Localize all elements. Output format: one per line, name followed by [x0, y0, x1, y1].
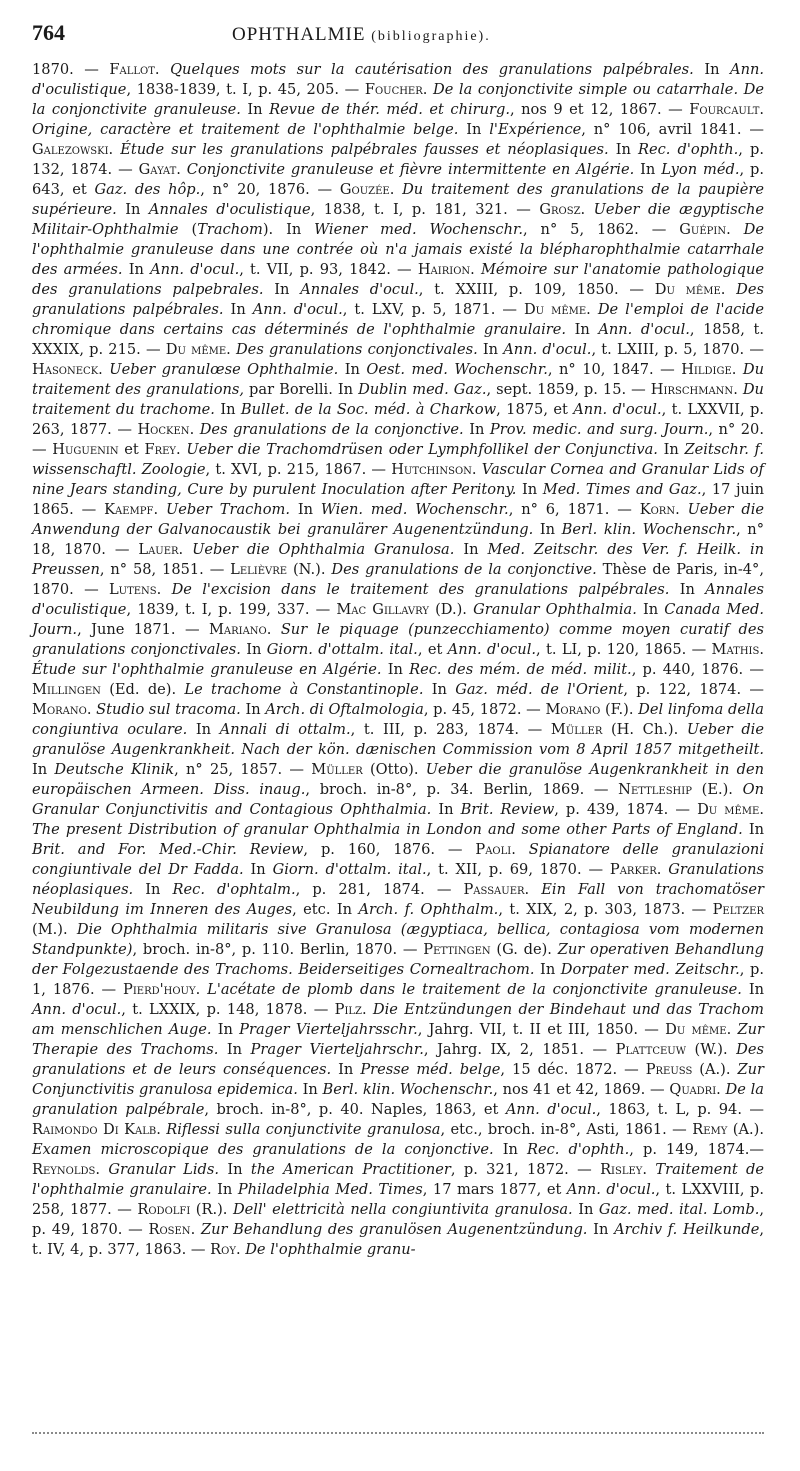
author-name: Mac Gillavry: [336, 601, 429, 618]
author-name: Hocken: [137, 421, 190, 438]
author-name: Preuss: [645, 1061, 693, 1078]
citation-title: De l'ophthalmie granuleuse dans une contrée où n'a jamais existé la blépharophthalmie catarrhale des armées.: [32, 221, 764, 278]
citation-title: Rec. d'ophth.: [526, 1141, 630, 1158]
citation-title: Berl. klin. Wochenschr.: [561, 521, 737, 538]
author-name: Mariano: [208, 621, 267, 638]
citation-title: De l'emploi de l'acide chromique dans certains cas déterminés de l'ophthalmie granulaire.: [32, 301, 764, 338]
author-name: Millingen: [32, 681, 101, 698]
citation-title: Annales d'oculistique: [148, 201, 311, 218]
citation-title: Canada Med. Journ.: [32, 601, 764, 638]
author-name: Foucher: [364, 81, 423, 98]
citation-title: On Granular Conjunctivitis and Contagious Ophthalmia.: [32, 781, 764, 818]
author-name: Guépin: [679, 221, 727, 238]
citation-title: Giorn. d'ottalm. ital.: [272, 861, 427, 878]
citation-title: Ein Fall von trachomatöser Neubildung im Inneren des Auges: [32, 881, 764, 918]
citation-title: Des granulations de la conjonctive.: [199, 421, 464, 438]
citation-title: l'Expérience: [489, 121, 582, 138]
citation-title: Annales d'ocul.: [300, 281, 419, 298]
author-name: Pierd'houy: [123, 981, 196, 998]
citation-title: Prov. medic. and surg. Journ.: [489, 421, 709, 438]
author-name: Roy: [210, 1241, 236, 1258]
author-name: Hasoneck: [32, 361, 99, 378]
citation-title: Die Entzündungen der Bindehaut und das Trachom am menschlichen Auge.: [32, 1001, 764, 1038]
citation-title: Ann. d'ocul.: [32, 1001, 122, 1018]
citation-title: Le trachome à Constantinople.: [184, 681, 424, 698]
footer-dotted-rule: [32, 1432, 764, 1434]
author-name: Grosz: [539, 201, 581, 218]
citation-title: L'acétate de plomb dans le traitement de la conjonctivite granuleuse.: [207, 981, 742, 998]
citation-title: Gaz. méd. de l'Orient: [455, 681, 624, 698]
citation-title: Annali di ottalm.: [219, 721, 351, 738]
citation-title: Med. Zeitschr. des Ver. f. Heilk. in Preussen: [32, 541, 765, 578]
author-name: Pilz: [334, 1001, 362, 1018]
citation-title: Rec. d'ophth.: [637, 141, 739, 158]
citation-title: Gaz. des hôp.: [94, 181, 201, 198]
citation-title: Vascular Cornea and Granular Lids of nine Jears standing, Cure by purulent Inoculation after Peritony.: [32, 461, 764, 498]
citation-title: Ueber granulœse Ophthalmie.: [109, 361, 339, 378]
citation-title: Bullet. de la Soc. méd. à Charkow: [240, 401, 497, 418]
author-name: Nettleship: [618, 781, 692, 798]
citation-title: Du traitement des granulations,: [32, 361, 765, 398]
author-name: Reynolds: [32, 1161, 96, 1178]
citation-title: Ueber die granulöse Augenkrankheit in den europäischen Armeen. Diss. inaug.: [32, 761, 764, 798]
citation-title: Ueber die ægyptische Militair-Ophthalmie: [32, 201, 764, 238]
citation-title: The present Distribution of granular Ophthalmia in London and some other Parts of England.: [32, 821, 743, 838]
citation-title: Spianatore delle granulazioni congiuntivale del Dr Fadda.: [32, 841, 764, 878]
citation-title: Arch. di Oftalmologia: [265, 701, 424, 718]
citation-title: Ueber die granulöse Augenkrankheit. Nach der kön. dænischen Commission vom 8 April 1857 mitgetheilt.: [32, 721, 764, 758]
citation-title: Traitement de l'ophthalmie granulaire.: [32, 1161, 765, 1198]
page-number: 764: [32, 20, 65, 45]
citation-title: Ueber Trachom.: [165, 501, 290, 518]
author-name: Peltzer: [712, 901, 764, 918]
author-name: Lauer: [138, 541, 179, 558]
citation-title: Quelques mots sur la cautérisation des granulations palpébrales.: [170, 61, 694, 78]
author-name: Passauer: [463, 881, 525, 898]
citation-title: Granular Ophthalmia.: [473, 601, 637, 618]
citation-title: Ann. d'oculistique: [32, 61, 765, 98]
citation-title: Brit. and For. Med.-Chir. Review: [32, 841, 304, 858]
citation-title: Des granulations de la conjonctive.: [331, 561, 597, 578]
running-head: [232, 24, 491, 46]
author-name: Parker: [609, 861, 657, 878]
citation-title: Dell' elettricità nella congiuntivita granulosa.: [232, 1201, 573, 1218]
author-name: Remy: [692, 1121, 728, 1138]
citation-title: Die Ophthalmia militaris sive Granulosa (ægyptiaca, bellica, contagiosa vom modernen Standpunkte): [32, 921, 764, 958]
citation-title: Des granulations et de leurs conséquences.: [32, 1041, 764, 1078]
author-name: Gouzée: [339, 181, 390, 198]
author-name: Kaempf: [104, 501, 154, 518]
citation-title: Ueber die Trachomdrüsen oder Lymphfollikel der Conjunctiva.: [186, 441, 658, 458]
citation-title: Med. Times and Gaz.: [542, 481, 702, 498]
author-name: Paoli: [475, 841, 512, 858]
citation-title: Presse méd. belge: [360, 1061, 501, 1078]
page-header: [32, 20, 764, 60]
author-name: Du même: [165, 341, 227, 358]
author-name: Rodolfi: [137, 1201, 191, 1218]
citation-title: Ueber die Ophthalmia Granulosa.: [192, 541, 455, 558]
citation-title: Ann. d'ocul.: [566, 1181, 656, 1198]
author-name: Lelièvre: [230, 561, 288, 578]
citation-title: the American Practitioner: [250, 1161, 451, 1178]
citation-title: Granular Lids.: [108, 1161, 219, 1178]
citation-title: Conjonctivite granuleuse et fièvre intermittente en Algérie.: [186, 161, 635, 178]
author-name: Plattceuw: [615, 1041, 686, 1058]
citation-title: Zeitschr. f. wissenschaftl. Zoologie: [32, 441, 765, 478]
bibliography-text: 1870. — Fallot. Quelques mots sur la cautérisation des granulations palpébrales. In Ann. d'oculistique, 1838-1839, t. I, p. 45, 205. — Foucher. De la conjonctivite simple ou catarrhale. De la conjonctivite granuleuse. In Revue de thér. méd. et chirurg., nos 9 et 12, 1867. — Fourcault. Origine, caractère et traitement de l'ophthalmie belge. In l'Expérience, n° 106, avril 1841. — Galezowski. Étude sur les granulations palpébrales fausses et néoplasiques. In Rec. d'ophth., p. 132, 1874. — Gayat. Conjonctivite granuleuse et fièvre intermittente en Algérie. In Lyon méd., p. 643, et Gaz. des hôp., n° 20, 1876. — Gouzée. Du traitement des granulations de la paupière supérieure. In Annales d'oculistique, 1838, t. I, p. 181, 321. — Grosz. Ueber die ægyptische Militair-Ophthalmie (Trachom). In Wiener med. Wochenschr., n° 5, 1862. — Guépin. De l'ophthalmie granuleuse dans une contrée où n'a jamais existé la blépharophthalmie catarrhale des armées. In Ann. d'ocul., t. VII, p. 93, 1842. — Hairion. Mémoire sur l'anatomie pathologique des granulations palpebrales. In Annales d'ocul., t. XXIII, p. 109, 1850. — Du même. Des granulations palpébrales. In Ann. d'ocul., t. LXV, p. 5, 1871. — Du même. De l'emploi de l'acide chromique dans certains cas déterminés de l'ophthalmie granulaire. In Ann. d'ocul., 1858, t. XXXIX, p. 215. — Du même. Des granulations conjonctivales. In Ann. d'ocul., t. LXIII, p. 5, 1870. — Hasoneck. Ueber granulœse Ophthalmie. In Oest. med. Wochenschr., n° 10, 1847. — Hildige. Du traitement des granulations, par Borelli. In Dublin med. Gaz., sept. 1859, p. 15. — Hirschmann. Du traitement du trachome. In Bullet. de la Soc. méd. à Charkow, 1875, et Ann. d'ocul., t. LXXVII, p. 263, 1877. — Hocken. Des granulations de la conjonctive. In Prov. medic. and surg. Journ., n° 20.— Huguenin et Frey. Ueber die Trachomdrüsen oder Lymphfollikel der Conjunctiva. In Zeitschr. f. wissenschaftl. Zoologie, t. XVI, p. 215, 1867. — Hutchinson. Vascular Cornea and Granular Lids of nine Jears standing, Cure by purulent Inoculation after Peritony. In Med. Times and Gaz., 17 juin 1865. — Kaempf. Ueber Trachom. In Wien. med. Wochenschr., n° 6, 1871. — Korn. Ueber die Anwendung der Galvanocaustik bei granulärer Augenentzündung. In Berl. klin. Wochenschr., n° 18, 1870. — Lauer. Ueber die Ophthalmia Granulosa. In Med. Zeitschr. des Ver. f. Heilk. in Preussen, n° 58, 1851. — Lelièvre (N.). Des granulations de la conjonctive. Thèse de Paris, in-4°, 1870. — Lutens. De l'excision dans le traitement des granulations palpébrales. In Annales d'oculistique, 1839, t. I, p. 199, 337. — Mac Gillavry (D.). Granular Ophthalmia. In Canada Med. Journ., June 1871. — Mariano. Sur le piquage (punzecchiamento) comme moyen curatif des granulations conjonctivales. In Giorn. d'ottalm. ital., et Ann. d'ocul., t. LI, p. 120, 1865. — Mathis. Étude sur l'ophthalmie granuleuse en Algérie. In Rec. des mém. de méd. milit., p. 440, 1876. — Millingen (Ed. de). Le trachome à Constantinople. In Gaz. méd. de l'Orient, p. 122, 1874. — Morano. Studio sul tracoma. In Arch. di Oftalmologia, p. 45, 1872. — Morano (F.). Del linfoma della congiuntiva oculare. In Annali di ottalm., t. III, p. 283, 1874. — Müller (H. Ch.). Ueber die granulöse Augenkrankheit. Nach der kön. dænischen Commission vom 8 April 1857 mitgetheilt. In Deutsche Klinik, n° 25, 1857. — Müller (Otto). Ueber die granulöse Augenkrankheit in den europäischen Armeen. Diss. inaug., broch. in-8°, p. 34. Berlin, 1869. — Nettleship (E.). On Granular Conjunctivitis and Contagious Ophthalmia. In Brit. Review, p. 439, 1874. — Du même. The present Distribution of granular Ophthalmia in London and some other Parts of England. In Brit. and For. Med.-Chir. Review, p. 160, 1876. — Paoli. Spianatore delle granulazioni congiuntivale del Dr Fadda. In Giorn. d'ottalm. ital., t. XII, p. 69, 1870. — Parker. Granulations néoplasiques. In Rec. d'ophtalm., p. 281, 1874. — Passauer. Ein Fall von trachomatöser Neubildung im Inneren des Auges, etc. In Arch. f. Ophthalm., t. XIX, 2, p. 303, 1873. — Peltzer (M.). Die Ophthalmia militaris sive Granulosa (ægyptiaca, bellica, contagiosa vom modernen Standpunkte), broch. in-8°, p. 110. Berlin, 1870. — Pettingen (G. de). Zur operativen Behandlung der Folgezustaende des Trachoms. Beiderseitiges Cornealtrachom. In Dorpater med. Zeitschr., p. 1, 1876. — Pierd'houy. L'acétate de plomb dans le traitement de la conjonctivite granuleuse. In Ann. d'ocul., t. LXXIX, p. 148, 1878. — Pilz. Die Entzündungen der Bindehaut und das Trachom am menschlichen Auge. In Prager Vierteljahrsschr., Jahrg. VII, t. II et III, 1850. — Du même. Zur Therapie des Trachoms. In Prager Vierteljahrschr., Jahrg. IX, 2, 1851. — Plattceuw (W.). Des granulations et de leurs conséquences. In Presse méd. belge, 15 déc. 1872. — Preuss (A.). Zur Conjunctivitis granulosa epidemica. In Berl. klin. Wochenschr., nos 41 et 42, 1869. — Quadri. De la granulation palpébrale, broch. in-8°, p. 40. Naples, 1863, et Ann. d'ocul., 1863, t. L, p. 94. — Raimondo Di Kalb. Riflessi sulla conjunctivite granulosa, etc., broch. in-8°, Asti, 1861. — Remy (A.). Examen microscopique des granulations de la conjonctive. In Rec. d'ophth., p. 149, 1874.— Reynolds. Granular Lids. In the American Practitioner, p. 321, 1872. — Risley. Traitement de l'ophthalmie granulaire. In Philadelphia Med. Times, 17 mars 1877, et Ann. d'ocul., t. LXXVIII, p. 258, 1877. — Rodolfi (R.). Dell' elettricità nella congiuntivita granulosa. In Gaz. med. ital. Lomb., p. 49, 1870. — Rosen. Zur Behandlung des granulösen Augenentzündung. In Archiv f. Heilkunde, t. IV, 4, p. 377, 1863. — Roy. De l'ophthalmie granu-: [32, 61, 765, 1258]
author-name: Frey: [144, 441, 176, 458]
citation-title: Dublin med. Gaz.: [358, 381, 487, 398]
citation-title: Oest. med. Wochenschr.: [366, 361, 548, 378]
author-name: Huguenin: [52, 441, 119, 458]
citation-title: Du traitement des granulations de la paupière supérieure.: [32, 181, 764, 218]
author-name: Lutens: [108, 581, 157, 598]
citation-title: Examen microscopique des granulations de la conjonctive.: [32, 1141, 494, 1158]
author-name: Risley: [600, 1161, 643, 1178]
citation-title: Mémoire sur l'anatomie pathologique des granulations palpebrales.: [32, 261, 765, 298]
citation-title: Prager Vierteljahrschr.: [250, 1041, 424, 1058]
author-name: Hairion: [417, 261, 471, 278]
author-name: Gayat: [138, 161, 177, 178]
running-head-title: OPHTHALMIE: [232, 24, 366, 45]
citation-title: Brit. Review: [460, 801, 555, 818]
citation-title: Wien. med. Wochenschr.: [320, 501, 509, 518]
citation-title: Wiener med. Wochenschr.: [314, 221, 523, 238]
author-name: Korn: [639, 501, 676, 518]
citation-title: Annales d'oculistique: [32, 581, 764, 618]
citation-title: Ann. d'ocul.: [150, 261, 240, 278]
author-name: Du même: [654, 281, 721, 298]
citation-title: Ann. d'ocul.: [252, 301, 343, 318]
author-name: Hutchinson: [391, 461, 472, 478]
citation-title: De la granulation palpébrale: [32, 1081, 764, 1118]
citation-title: Del linfoma della congiuntiva oculare.: [32, 701, 764, 738]
citation-title: Étude sur les granulations palpébrales fausses et néoplasiques.: [120, 141, 609, 158]
citation-title: Ann. d'ocul.: [505, 1101, 597, 1118]
citation-title: Archiv f. Heilkunde: [614, 1221, 760, 1238]
citation-title: Ueber die Anwendung der Galvanocaustik bei granulärer Augenentzündung.: [32, 501, 765, 538]
author-name: Galezowski: [32, 141, 109, 158]
citation-title: Ann. d'ocul.: [598, 321, 690, 338]
citation-title: Zur operativen Behandlung der Folgezustaende des Trachoms. Beiderseitiges Cornealtrachom.: [32, 941, 765, 978]
author-name: Morano: [545, 701, 601, 718]
running-head-subtitle: (bibliographie).: [371, 29, 491, 44]
citation-title: De l'ophthalmie granu-: [245, 1241, 416, 1258]
citation-title: Ann. d'ocul.: [573, 401, 662, 418]
author-name: Fallot: [109, 61, 155, 78]
author-name: Hildige: [681, 361, 732, 378]
citation-title: Granulations néoplasiques.: [32, 861, 764, 898]
author-name: Müller: [550, 721, 603, 738]
author-name: Pettingen: [423, 941, 491, 958]
citation-title: De l'excision dans le traitement des granulations palpébrales.: [171, 581, 670, 598]
citation-title: Zur Behandlung des granulösen Augenentzündung.: [200, 1221, 588, 1238]
author-name: Quadri: [669, 1081, 717, 1098]
citation-title: De la conjonctivite simple ou catarrhale. De la conjonctivite granuleuse.: [32, 81, 764, 118]
author-name: Raimondo Di Kalb: [32, 1121, 157, 1138]
citation-title: Rec. des mém. de méd. milit.: [409, 661, 632, 678]
citation-title: Des granulations palpébrales.: [32, 281, 764, 318]
citation-title: Arch. f. Ophthalm.: [358, 901, 499, 918]
author-name: Müller: [311, 761, 363, 778]
citation-title: Ann. d'ocul.: [447, 641, 537, 658]
citation-title: Trachom: [197, 221, 263, 238]
citation-title: Sur le piquage (punzecchiamento) comme moyen curatif des granulations conjonctivales.: [32, 621, 764, 658]
author-name: Fourcault: [689, 101, 760, 118]
citation-title: Dorpater med. Zeitschr.: [560, 961, 740, 978]
citation-title: Zur Therapie des Trachoms.: [32, 1021, 764, 1058]
citation-title: Rec. d'ophtalm.: [172, 881, 296, 898]
citation-title: Zur Conjunctivitis granulosa epidemica.: [32, 1061, 764, 1098]
author-name: Du même: [523, 301, 587, 318]
author-name: Rosen: [148, 1221, 191, 1238]
citation-title: Origine, caractère et traitement de l'ophthalmie belge.: [32, 121, 459, 138]
citation-title: Ann. d'ocul.: [503, 341, 592, 358]
citation-title: Berl. klin. Wochenschr.: [322, 1081, 494, 1098]
citation-title: Des granulations conjonctivales.: [235, 341, 478, 358]
citation-title: Lyon méd.: [661, 161, 740, 178]
citation-title: Riflessi sulla conjunctivite granulosa: [166, 1121, 441, 1138]
citation-title: Gaz. med. ital. Lomb.: [598, 1201, 760, 1218]
citation-title: Revue de thér. méd. et chirurg.: [269, 101, 510, 118]
author-name: Du même: [697, 801, 760, 818]
citation-title: Giorn. d'ottalm. ital.: [266, 641, 418, 658]
citation-title: Deutsche Klinik: [54, 761, 175, 778]
citation-title: Philadelphia Med. Times: [237, 1181, 423, 1198]
citation-title: Étude sur l'ophthalmie granuleuse en Algérie.: [32, 661, 382, 678]
citation-title: Studio sul tracoma.: [96, 701, 241, 718]
author-name: Morano: [32, 701, 87, 718]
author-name: Mathis: [711, 641, 760, 658]
author-name: Du même: [665, 1021, 727, 1038]
author-name: Hirschmann: [650, 381, 734, 398]
citation-title: Du traitement du trachome.: [32, 381, 764, 418]
citation-title: Prager Vierteljahrsschr.: [239, 1021, 418, 1038]
